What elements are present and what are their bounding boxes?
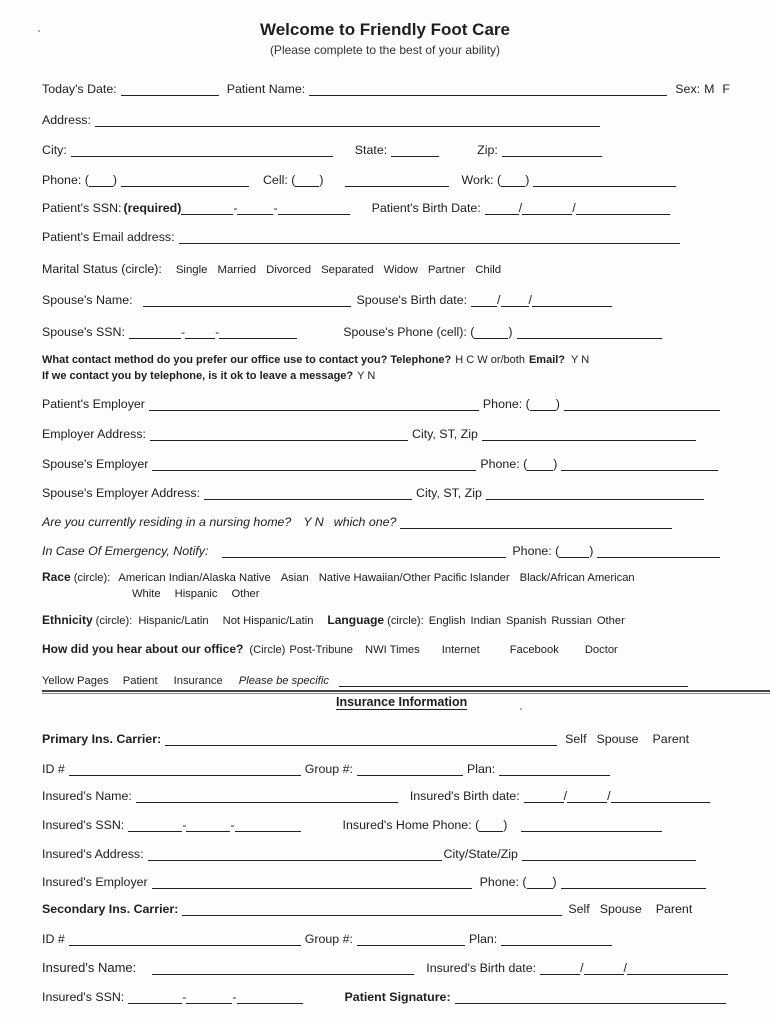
marital-option-separated[interactable]: Separated — [321, 264, 374, 276]
language-option-spanish[interactable]: Spanish — [505, 615, 547, 627]
sex-label: Sex: — [675, 82, 701, 96]
row-spouse-ssn — [42, 319, 670, 339]
birth-date-label: Patient's Birth Date: — [371, 201, 481, 215]
referral-option-internet[interactable]: Internet — [441, 644, 480, 656]
spouse-name-label: Spouse's Name: — [42, 293, 133, 307]
insured-home-phone-label: Insured's Home Phone: ( — [342, 818, 480, 832]
language-label: Language — [327, 613, 385, 627]
ssn-label: Patient's SSN: — [42, 201, 122, 215]
secondary-relation-self[interactable]: Self — [568, 902, 590, 916]
emergency-phone-field[interactable] — [597, 545, 720, 558]
section-divider — [42, 690, 770, 692]
spouse-employer-address-label: Spouse's Employer Address: — [42, 486, 201, 500]
row-referral-2 — [42, 667, 696, 687]
secondary-insured-ssn-dash-2: - — [232, 990, 237, 1004]
row-marital — [42, 256, 740, 276]
ssn-part2-field[interactable] — [237, 202, 273, 215]
insured-address-field[interactable] — [148, 848, 442, 861]
form-title: Welcome to Friendly Foot Care — [259, 20, 510, 39]
ethnicity-label: Ethnicity — [42, 613, 93, 627]
primary-carrier-field[interactable] — [165, 733, 557, 746]
row-leave-message — [42, 362, 740, 382]
race-option-asian[interactable]: Asian — [280, 572, 309, 584]
marital-option-single[interactable]: Single — [175, 264, 208, 276]
language-option-russian[interactable]: Russian — [551, 615, 592, 627]
referral-circle-label: (Circle) — [249, 644, 286, 656]
spouse-employer-field[interactable] — [152, 458, 476, 471]
row-insured-name — [42, 783, 718, 803]
referral-option-nwi-times[interactable]: NWI Times — [365, 644, 420, 656]
spouse-employer-phone-field[interactable] — [561, 458, 718, 471]
row-date-name — [42, 76, 740, 96]
referral-specific-label: Please be specific — [238, 675, 329, 687]
emergency-contact-field[interactable] — [222, 545, 506, 558]
spouse-phone-area-field[interactable] — [474, 326, 508, 339]
todays-date-field[interactable] — [121, 83, 219, 96]
employer-address-label: Employer Address: — [42, 427, 146, 441]
insured-birth-month-field[interactable] — [524, 790, 564, 803]
patient-name-field[interactable] — [309, 83, 667, 96]
race-label: Race — [42, 570, 71, 584]
employer-city-st-zip-field[interactable] — [482, 428, 696, 441]
spouse-employer-city-st-zip-field[interactable] — [486, 487, 704, 500]
secondary-plan-label: Plan: — [468, 932, 498, 946]
email-field[interactable] — [179, 231, 680, 244]
secondary-group-field[interactable] — [357, 933, 465, 946]
insured-employer-phone-area-field[interactable] — [527, 876, 553, 889]
secondary-insured-birth-month-field[interactable] — [540, 962, 580, 975]
insured-address-label: Insured's Address: — [42, 847, 144, 861]
row-secondary-ssn-signature — [42, 984, 734, 1004]
language-circle-label: (circle): — [387, 615, 424, 627]
insured-ssn-part3-field[interactable] — [235, 819, 301, 832]
nursing-home-options[interactable]: Y N — [303, 515, 324, 529]
row-emergency — [42, 538, 728, 558]
spouse-birth-slash-2: / — [528, 293, 532, 307]
race-option-american-indian[interactable]: American Indian/Alaska Native — [118, 572, 271, 584]
secondary-insured-ssn-part2-field[interactable] — [186, 991, 232, 1004]
spouse-birth-slash-1: / — [497, 293, 501, 307]
zip-field[interactable] — [502, 144, 602, 157]
primary-relation-spouse[interactable]: Spouse — [596, 732, 639, 746]
race-option-hispanic[interactable]: Hispanic — [174, 588, 218, 600]
contact-method-options[interactable]: H C W or/both — [455, 354, 525, 366]
primary-relation-self[interactable]: Self — [565, 732, 587, 746]
patient-employer-phone-paren: ) — [555, 397, 560, 411]
spouse-ssn-part3-field[interactable] — [219, 326, 297, 339]
row-primary-id — [42, 756, 618, 776]
insured-birth-slash-1: / — [563, 789, 568, 803]
row-spouse-name — [42, 287, 620, 307]
secondary-relation-parent[interactable]: Parent — [655, 902, 693, 916]
secondary-insured-birth-label: Insured's Birth date: — [426, 961, 537, 975]
marital-option-child[interactable]: Child — [475, 264, 502, 276]
todays-date-label: Today's Date: — [42, 82, 117, 96]
spouse-ssn-dash-2: - — [215, 325, 220, 339]
race-circle-label: (circle): — [73, 572, 111, 584]
insured-ssn-dash-1: - — [182, 818, 187, 832]
insured-ssn-part1-field[interactable] — [128, 819, 182, 832]
cell-area-field[interactable] — [295, 174, 319, 187]
spouse-phone-field[interactable] — [517, 326, 662, 339]
secondary-plan-field[interactable] — [501, 933, 612, 946]
phone-area-field[interactable] — [89, 174, 113, 187]
primary-id-field[interactable] — [69, 763, 301, 776]
spouse-ssn-dash-1: - — [180, 325, 186, 339]
ethnicity-circle-label: (circle): — [95, 615, 133, 627]
section-divider-thin — [42, 693, 770, 694]
emergency-phone-area-field[interactable] — [559, 545, 589, 558]
insured-birth-year-field[interactable] — [611, 790, 710, 803]
insured-employer-phone-label: Phone: ( — [479, 875, 527, 889]
spouse-phone-paren: ) — [508, 325, 513, 339]
form-subtitle: (Please complete to the best of your ability) — [269, 43, 501, 57]
insured-home-phone-paren: ) — [503, 818, 508, 832]
spouse-ssn-part2-field[interactable] — [185, 326, 215, 339]
referral-option-facebook[interactable]: Facebook — [509, 644, 559, 656]
secondary-insured-ssn-part1-field[interactable] — [128, 991, 182, 1004]
insured-employer-phone-field[interactable] — [561, 876, 706, 889]
insured-birth-slash-2: / — [607, 789, 611, 803]
insured-employer-field[interactable] — [152, 876, 472, 889]
secondary-insured-name-label: Insured's Name: — [42, 960, 137, 975]
email-label: Patient's Email address: — [42, 230, 175, 244]
row-city-state-zip — [42, 137, 610, 157]
ssn-part1-field[interactable] — [181, 202, 233, 215]
birth-year-field[interactable] — [576, 202, 670, 215]
secondary-insured-name-field[interactable] — [152, 962, 414, 975]
birth-slash-1: / — [518, 201, 523, 215]
patient-signature-label: Patient Signature: — [344, 990, 451, 1004]
language-option-other[interactable]: Other — [596, 615, 625, 627]
row-secondary-id — [42, 926, 620, 946]
row-employer-address — [42, 421, 704, 441]
primary-carrier-label: Primary Ins. Carrier: — [42, 732, 162, 746]
referral-option-yellow-pages[interactable]: Yellow Pages — [42, 675, 109, 687]
spouse-employer-phone-area-field[interactable] — [527, 458, 553, 471]
contact-email-question: Email? — [528, 354, 566, 366]
spouse-birth-label: Spouse's Birth date: — [356, 293, 468, 307]
patient-signature-field[interactable] — [455, 991, 726, 1004]
primary-plan-label: Plan: — [466, 762, 496, 776]
insurance-section-title: Insurance Information — [336, 695, 468, 709]
row-ssn-birth — [42, 195, 678, 215]
ssn-dash-2: - — [273, 201, 278, 215]
employer-city-st-zip-label: City, ST, Zip — [412, 427, 478, 441]
work-field[interactable] — [533, 174, 676, 187]
contact-email-options[interactable]: Y N — [571, 354, 590, 366]
secondary-insured-birth-slash-1: / — [580, 961, 584, 975]
marital-option-widow[interactable]: Widow — [383, 264, 418, 276]
nursing-home-which-label: which one? — [333, 515, 397, 529]
spouse-employer-address-field[interactable] — [204, 487, 412, 500]
emergency-phone-label: Phone: ( — [512, 544, 560, 558]
spouse-birth-month-field[interactable] — [471, 294, 497, 307]
city-label: City: — [42, 143, 67, 157]
referral-option-doctor[interactable]: Doctor — [584, 644, 618, 656]
secondary-id-label: ID # — [42, 932, 65, 946]
birth-day-field[interactable] — [522, 202, 572, 215]
emergency-label: In Case Of Emergency, Notify: — [42, 544, 209, 558]
spouse-name-field[interactable] — [143, 294, 351, 307]
spouse-employer-phone-label: Phone: ( — [480, 457, 528, 471]
secondary-id-field[interactable] — [69, 933, 301, 946]
primary-plan-field[interactable] — [499, 763, 610, 776]
leave-message-options[interactable]: Y N — [357, 370, 376, 382]
scan-speck — [38, 30, 40, 32]
insured-employer-phone-paren: ) — [552, 875, 557, 889]
race-option-other[interactable]: Other — [231, 588, 260, 600]
address-field[interactable] — [95, 114, 600, 127]
spouse-birth-day-field[interactable] — [501, 294, 529, 307]
race-option-native-hawaiian[interactable]: Native Hawaiian/Other Pacific Islander — [318, 572, 510, 584]
phone-label: Phone: ( — [42, 173, 89, 187]
cell-field[interactable] — [345, 174, 449, 187]
primary-group-field[interactable] — [357, 763, 463, 776]
spouse-ssn-label: Spouse's SSN: — [42, 325, 125, 339]
row-referral — [42, 636, 740, 656]
ssn-required: (required) — [123, 201, 182, 215]
insured-home-phone-area-field[interactable] — [479, 819, 503, 832]
row-patient-employer — [42, 391, 728, 411]
secondary-insured-birth-day-field[interactable] — [584, 962, 624, 975]
patient-employer-phone-field[interactable] — [564, 398, 720, 411]
row-address — [42, 107, 608, 127]
race-option-black[interactable]: Black/African American — [519, 572, 635, 584]
sex-option-m[interactable]: M — [704, 82, 715, 96]
row-spouse-employer-address — [42, 480, 712, 500]
spouse-phone-label: Spouse's Phone (cell): ( — [343, 325, 475, 339]
ssn-dash-1: - — [233, 201, 238, 215]
city-field[interactable] — [71, 144, 333, 157]
insured-ssn-part2-field[interactable] — [186, 819, 230, 832]
employer-address-field[interactable] — [150, 428, 408, 441]
phone-field[interactable] — [121, 174, 249, 187]
scan-speck — [520, 708, 522, 710]
primary-relation-parent[interactable]: Parent — [652, 732, 690, 746]
cell-paren: ) — [319, 173, 324, 187]
spouse-ssn-part1-field[interactable] — [129, 326, 181, 339]
referral-question: How did you hear about our office? — [42, 642, 244, 656]
referral-option-insurance[interactable]: Insurance — [173, 675, 223, 687]
marital-option-divorced[interactable]: Divorced — [266, 264, 312, 276]
insured-employer-label: Insured's Employer — [42, 875, 148, 889]
primary-group-label: Group #: — [304, 762, 353, 776]
marital-option-married[interactable]: Married — [217, 264, 257, 276]
secondary-group-label: Group #: — [304, 932, 353, 946]
insured-city-state-zip-label: City/State/Zip — [443, 847, 518, 861]
spouse-employer-phone-paren: ) — [553, 457, 558, 471]
ssn-part3-field[interactable] — [278, 202, 350, 215]
language-option-english[interactable]: English — [428, 615, 466, 627]
secondary-insured-ssn-label: Insured's SSN: — [42, 990, 125, 1004]
secondary-carrier-field[interactable] — [182, 903, 562, 916]
insured-city-state-zip-field[interactable] — [522, 848, 696, 861]
secondary-insured-ssn-dash-1: - — [182, 990, 187, 1004]
secondary-insured-birth-slash-2: / — [623, 961, 627, 975]
insured-home-phone-field[interactable] — [521, 819, 662, 832]
birth-slash-2: / — [572, 201, 576, 215]
address-label: Address: — [42, 113, 91, 127]
nursing-home-question: Are you currently residing in a nursing home? — [42, 515, 292, 529]
row-race-2 — [132, 580, 740, 600]
primary-id-label: ID # — [42, 762, 65, 776]
insured-birth-day-field[interactable] — [567, 790, 607, 803]
referral-option-post-tribune[interactable]: Post-Tribune — [289, 644, 354, 656]
cell-label: Cell: ( — [262, 173, 296, 187]
row-phones — [42, 167, 684, 187]
language-option-indian[interactable]: Indian — [470, 615, 501, 627]
marital-label: Marital Status (circle): — [42, 262, 162, 276]
spouse-employer-label: Spouse's Employer — [42, 457, 149, 471]
patient-employer-label: Patient's Employer — [42, 397, 145, 411]
secondary-relation-spouse[interactable]: Spouse — [599, 902, 642, 916]
row-insured-address — [42, 841, 704, 861]
secondary-insured-ssn-part3-field[interactable] — [237, 991, 303, 1004]
contact-method-question: What contact method do you prefer our office use to contact you? Telephone? — [42, 354, 452, 366]
referral-option-patient[interactable]: Patient — [122, 675, 158, 687]
work-label: Work: ( — [461, 173, 502, 187]
row-email — [42, 224, 688, 244]
row-primary-carrier — [42, 726, 740, 746]
emergency-phone-paren: ) — [589, 544, 594, 558]
state-field[interactable] — [391, 144, 439, 157]
work-area-field[interactable] — [501, 174, 525, 187]
phone-paren: ) — [112, 173, 117, 187]
leave-message-question: If we contact you by telephone, is it ok to leave a message? — [42, 370, 354, 382]
zip-label: Zip: — [477, 143, 498, 157]
insured-birth-label: Insured's Birth date: — [409, 789, 520, 803]
row-insured-employer — [42, 869, 714, 889]
spouse-employer-city-st-zip-label: City, ST, Zip — [416, 486, 482, 500]
insured-ssn-label: Insured's SSN: — [42, 818, 125, 832]
row-spouse-employer — [42, 451, 726, 471]
row-insured-ssn — [42, 812, 670, 832]
patient-name-label: Patient Name: — [226, 82, 306, 96]
spouse-birth-year-field[interactable] — [532, 294, 612, 307]
birth-month-field[interactable] — [485, 202, 519, 215]
secondary-insured-birth-year-field[interactable] — [627, 962, 728, 975]
row-secondary-insured-name — [42, 955, 736, 975]
secondary-carrier-label: Secondary Ins. Carrier: — [42, 902, 179, 916]
ethnicity-option-hispanic[interactable]: Hispanic/Latin — [138, 615, 209, 627]
patient-employer-phone-label: Phone: ( — [482, 397, 530, 411]
race-option-white[interactable]: White — [132, 588, 161, 600]
row-ethnicity-language — [42, 607, 740, 627]
state-label: State: — [354, 143, 388, 157]
marital-option-partner[interactable]: Partner — [427, 264, 466, 276]
referral-specific-field[interactable] — [339, 674, 688, 687]
insured-name-label: Insured's Name: — [42, 789, 132, 803]
patient-employer-phone-area-field[interactable] — [530, 398, 556, 411]
ethnicity-option-not-hispanic[interactable]: Not Hispanic/Latin — [222, 615, 314, 627]
row-nursing-home — [42, 509, 680, 529]
work-paren: ) — [525, 173, 530, 187]
row-secondary-carrier — [42, 896, 740, 916]
patient-employer-field[interactable] — [149, 398, 479, 411]
insured-name-field[interactable] — [136, 790, 398, 803]
sex-option-f[interactable]: F — [722, 82, 730, 96]
insured-ssn-dash-2: - — [230, 818, 235, 832]
nursing-home-which-field[interactable] — [400, 516, 672, 529]
